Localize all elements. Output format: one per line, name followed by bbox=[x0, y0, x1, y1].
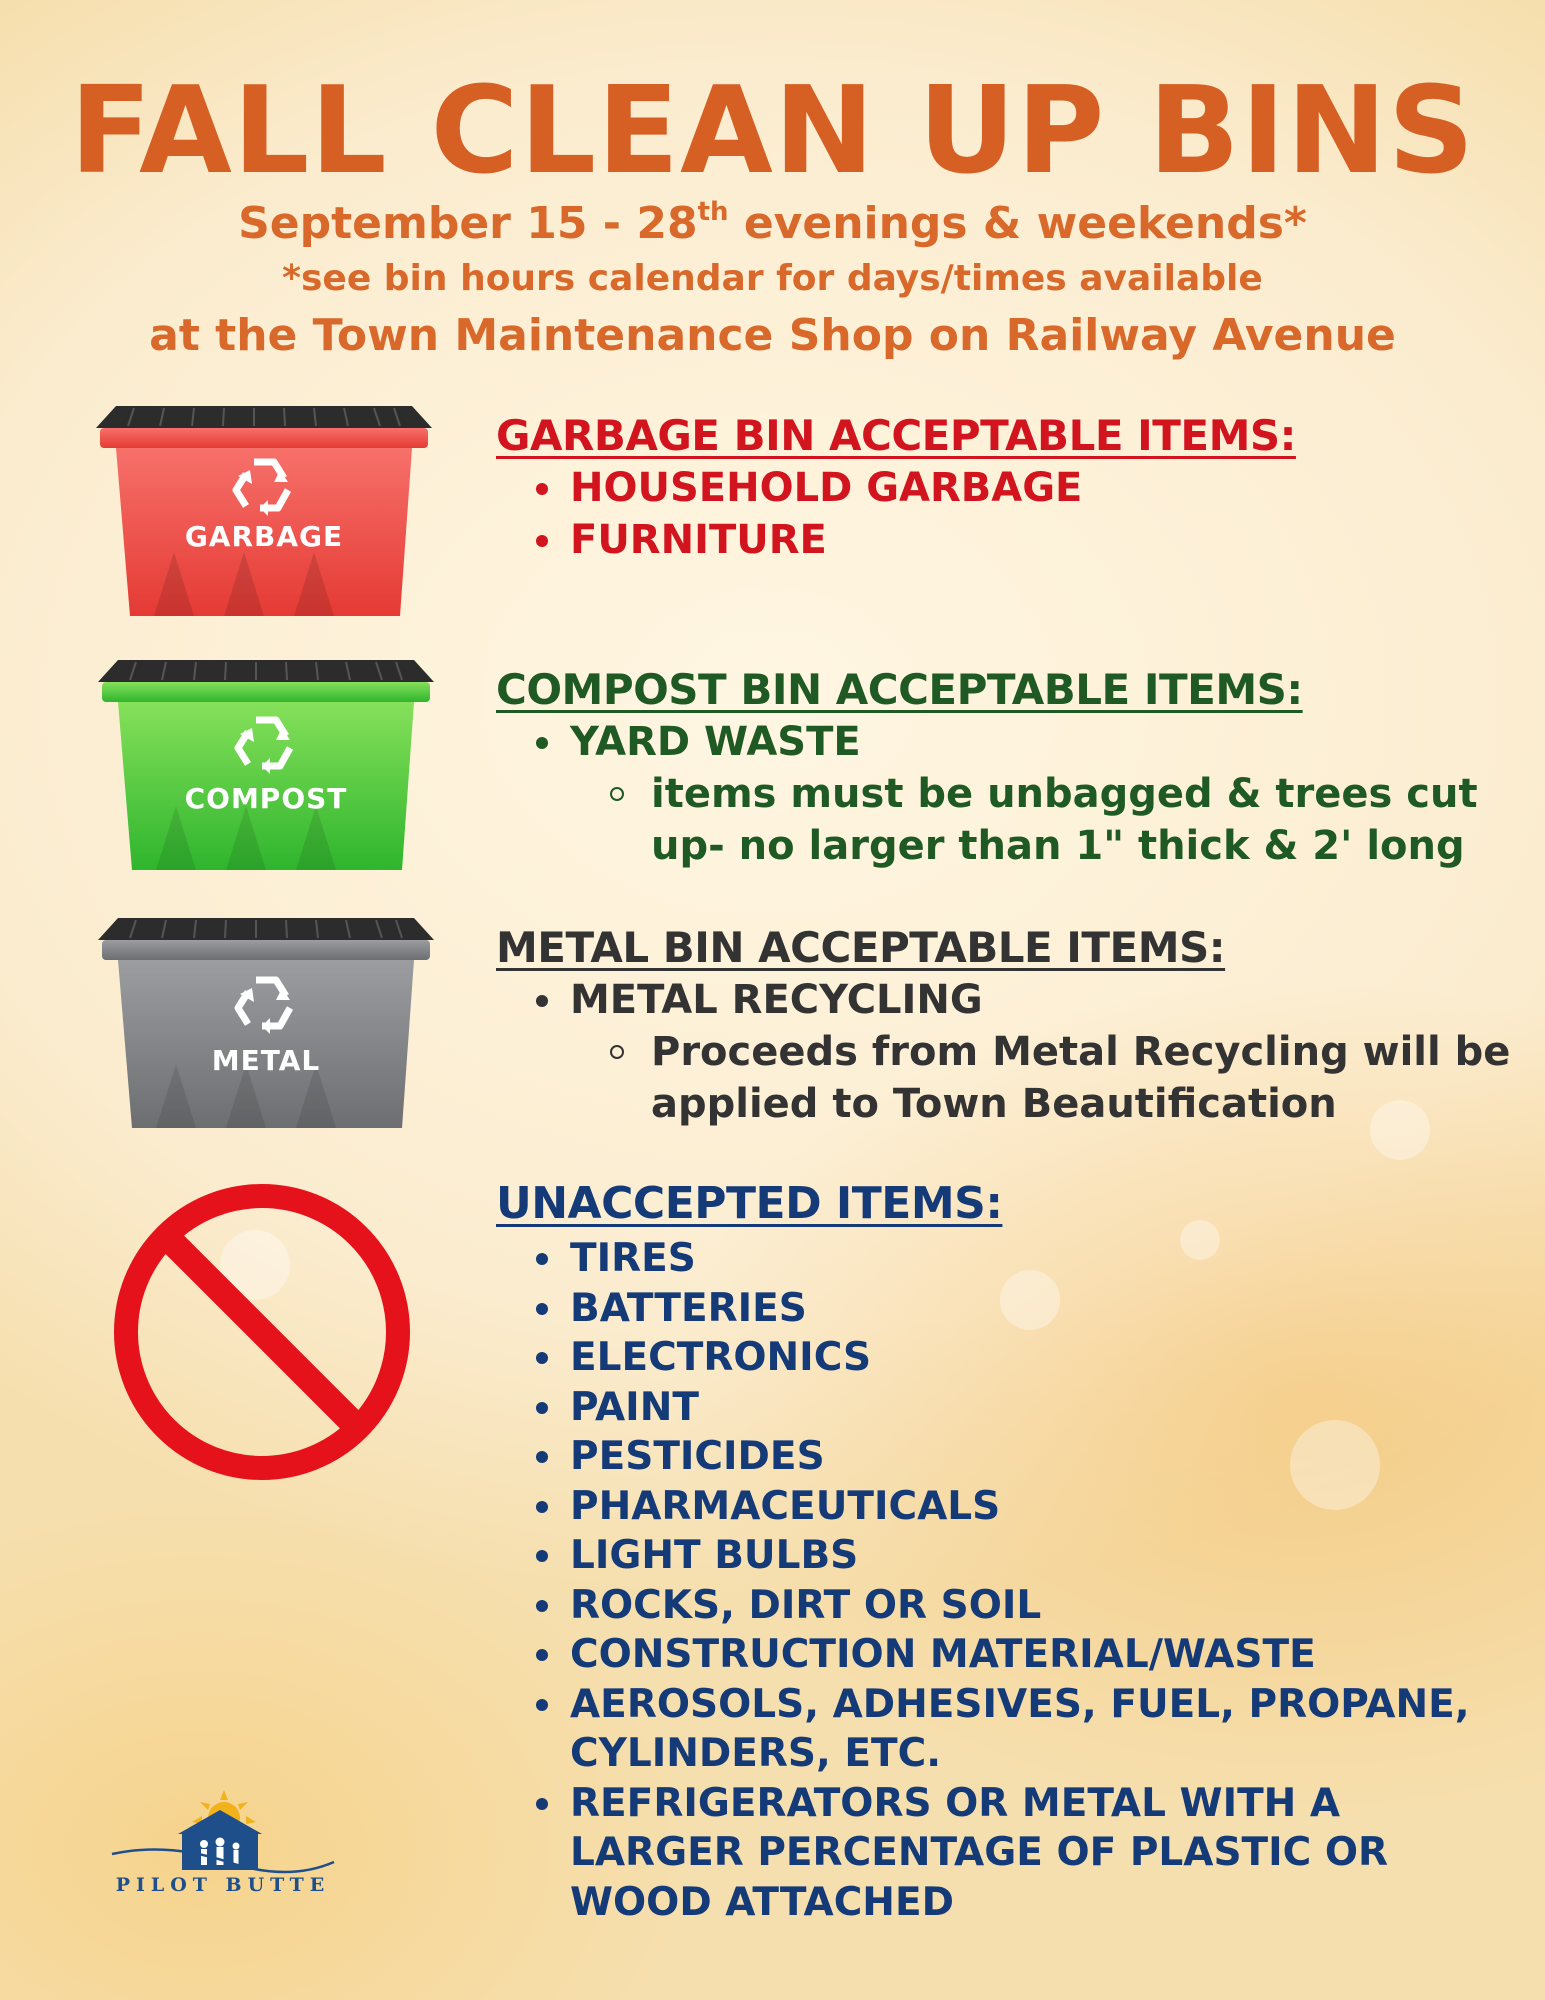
metal-items bbox=[496, 974, 1526, 1130]
unaccepted-items bbox=[496, 1234, 1526, 1927]
sub-list-item: items must be unbagged & trees cut up- no larger than 1" thick & 2' long bbox=[496, 768, 1526, 872]
unaccepted-heading: UNACCEPTED ITEMS: bbox=[496, 1178, 1003, 1229]
metal-bin-graphic bbox=[96, 914, 436, 1134]
logo-graphic bbox=[108, 1782, 338, 1882]
garbage-bin-graphic bbox=[94, 402, 434, 622]
metal-section bbox=[496, 922, 1526, 1130]
date-range bbox=[0, 196, 1545, 252]
compost-section bbox=[496, 664, 1526, 872]
list-item: FURNITURE bbox=[496, 514, 1526, 566]
list-item: ELECTRONICS bbox=[496, 1333, 1526, 1383]
list-item: CONSTRUCTION MATERIAL/WASTE bbox=[496, 1630, 1526, 1680]
list-item: PESTICIDES bbox=[496, 1432, 1526, 1482]
metal-bin-label: METAL bbox=[211, 1044, 321, 1077]
date-superscript: th bbox=[697, 197, 729, 227]
list-item: TIRES bbox=[496, 1234, 1526, 1284]
list-item: AEROSOLS, ADHESIVES, FUEL, PROPANE, CYLINDERS, ETC. bbox=[496, 1680, 1470, 1779]
list-item: METAL RECYCLING bbox=[496, 974, 1526, 1026]
hours-note: *see bin hours calendar for days/times available bbox=[282, 258, 1263, 299]
unaccepted-section bbox=[496, 1178, 1526, 1927]
date-range-suffix: evenings & weekends* bbox=[728, 198, 1307, 249]
list-item: REFRIGERATORS OR METAL WITH A LARGER PERCENTAGE OF PLASTIC OR WOOD ATTACHED bbox=[496, 1779, 1470, 1928]
logo-text: PILOT BUTTE bbox=[115, 1874, 331, 1896]
list-item: BATTERIES bbox=[496, 1284, 1526, 1334]
location-line: at the Town Maintenance Shop on Railway Avenue bbox=[149, 310, 1396, 361]
compost-bin-label: COMPOST bbox=[184, 782, 348, 815]
garbage-bin-label: GARBAGE bbox=[184, 520, 344, 553]
pilot-butte-logo bbox=[108, 1782, 338, 1902]
garbage-heading: GARBAGE BIN ACCEPTABLE ITEMS: bbox=[496, 411, 1296, 460]
compost-items bbox=[496, 716, 1526, 872]
compost-bin-graphic bbox=[96, 656, 436, 876]
garbage-section bbox=[496, 410, 1526, 566]
date-range-prefix: September 15 - 28 bbox=[238, 198, 698, 249]
garbage-bin-illustration bbox=[94, 402, 434, 622]
list-item: ROCKS, DIRT OR SOIL bbox=[496, 1581, 1526, 1631]
list-item: HOUSEHOLD GARBAGE bbox=[496, 462, 1526, 514]
metal-bin-illustration bbox=[96, 914, 436, 1134]
compost-bin-illustration bbox=[96, 656, 436, 876]
compost-heading: COMPOST BIN ACCEPTABLE ITEMS: bbox=[496, 665, 1303, 714]
list-item: PAINT bbox=[496, 1383, 1526, 1433]
page-title: FALL CLEAN UP BINS bbox=[69, 62, 1476, 201]
list-item: PHARMACEUTICALS bbox=[496, 1482, 1526, 1532]
no-symbol-icon bbox=[112, 1182, 412, 1482]
list-item: LIGHT BULBS bbox=[496, 1531, 1526, 1581]
metal-heading: METAL BIN ACCEPTABLE ITEMS: bbox=[496, 923, 1226, 972]
sub-list-item: Proceeds from Metal Recycling will be applied to Town Beautification bbox=[496, 1026, 1526, 1130]
list-item: YARD WASTE bbox=[496, 716, 1526, 768]
garbage-items bbox=[496, 462, 1526, 566]
